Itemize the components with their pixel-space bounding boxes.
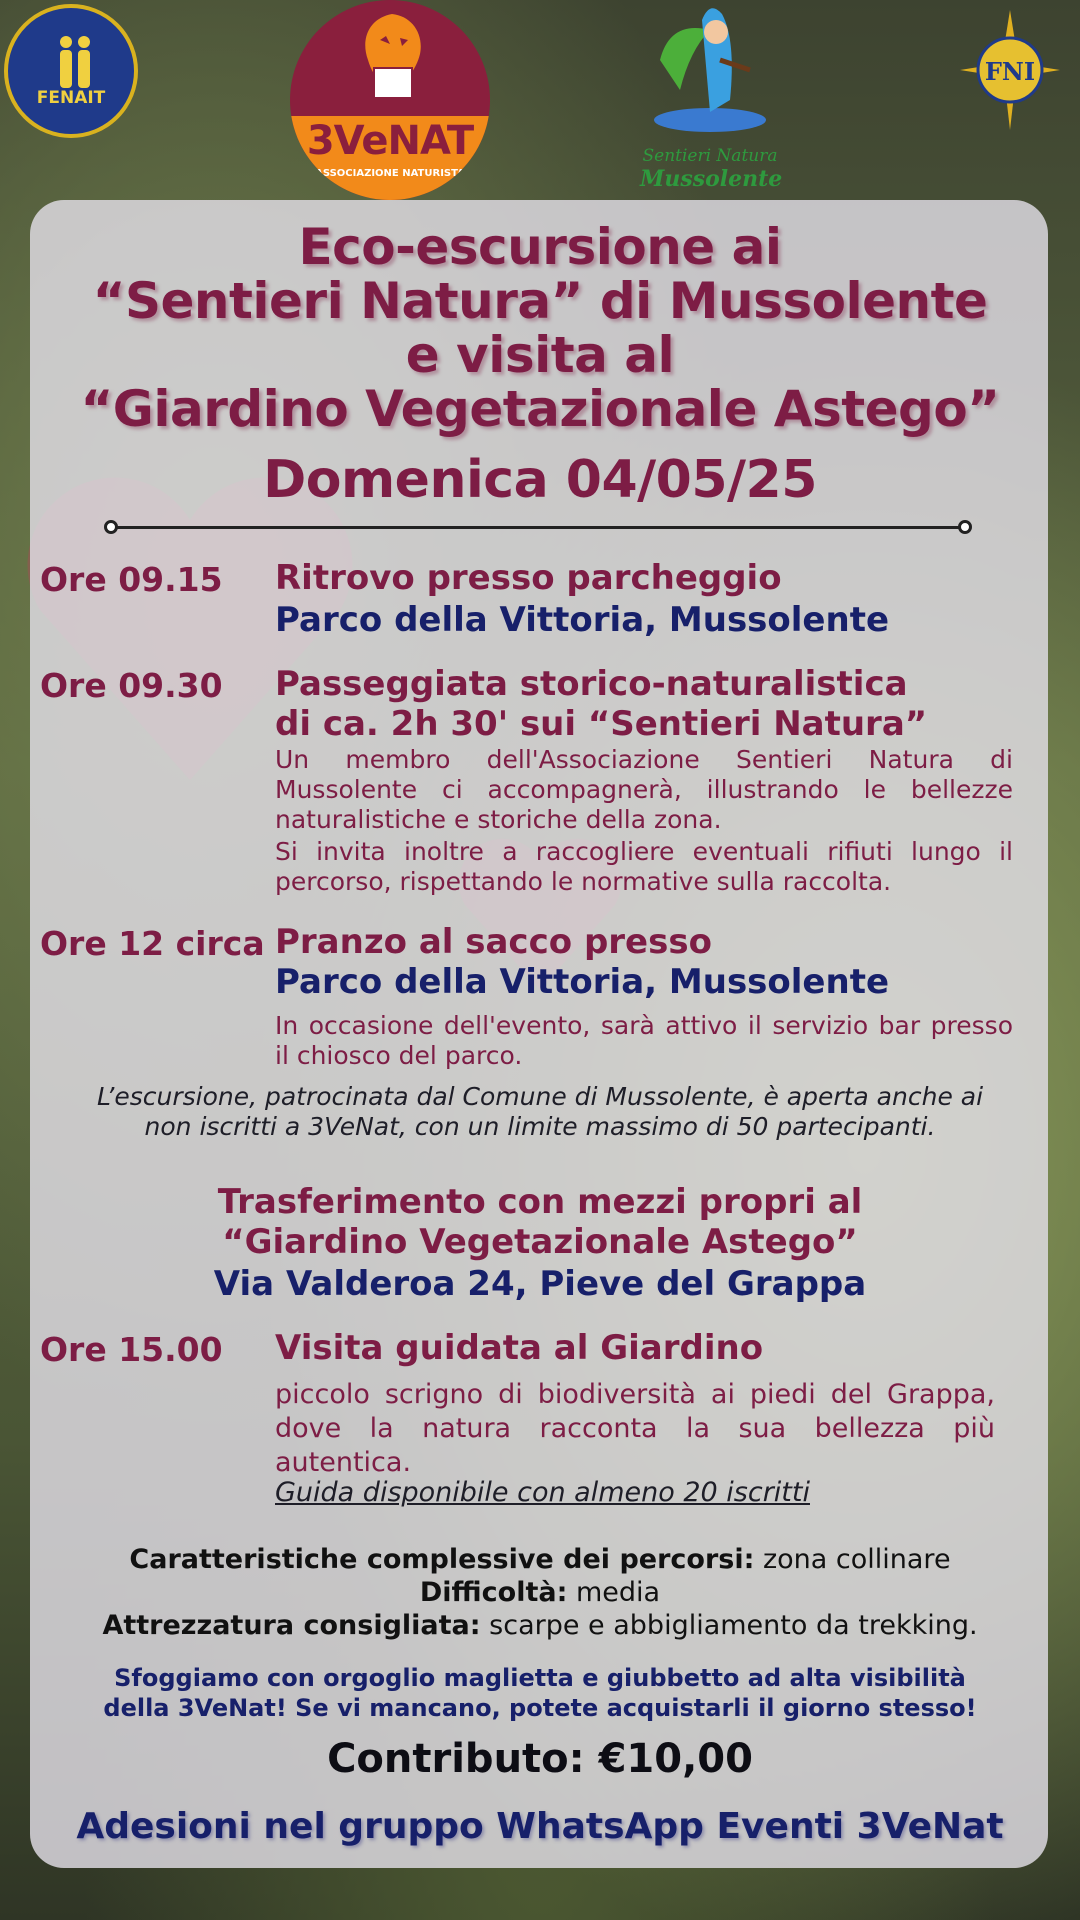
sentieri-logo-line1: Sentieri Natura [642, 146, 778, 166]
3venat-brand: 3VeNAT [306, 118, 474, 164]
schedule-description: piccolo scrigno di biodiversità ai piedi del Grappa, dove la natura racconta la sua bellezza più autentica. [275, 1379, 995, 1478]
divider-endpoint-left [104, 520, 118, 534]
transfer-address: Via Valderoa 24, Pieve del Grappa [213, 1264, 867, 1304]
guide-note: Guida disponibile con almeno 20 iscritti [275, 1477, 810, 1508]
notice-line-2: non iscritti a 3VeNat, con un limite massimo di 50 partecipanti. [144, 1112, 936, 1141]
fenait-logo [4, 4, 138, 138]
details-equipment-label: Attrezzatura consigliata: [102, 1610, 481, 1641]
merch-line-2: della 3VeNat! Se vi mancano, potete acquistarli il giorno stesso! [103, 1694, 977, 1722]
details-difficulty-value: media [567, 1577, 661, 1608]
details-equipment-value: scarpe e abbigliamento da trekking. [480, 1610, 978, 1641]
event-date: Domenica 04/05/25 [263, 450, 817, 510]
details-paths-value: zona collinare [754, 1544, 951, 1575]
schedule-title: Ritrovo presso parcheggio [275, 558, 782, 598]
schedule-time: Ore 09.15 [40, 560, 223, 599]
3venat-logo [290, 0, 490, 200]
schedule-time: Ore 12 circa [40, 924, 265, 963]
schedule-description: In occasione dell'evento, sarà attivo il servizio bar presso il chiosco del parco. [275, 1011, 1013, 1070]
details-difficulty-label: Difficoltà: [419, 1577, 568, 1608]
signup-whatsapp: Adesioni nel gruppo WhatsApp Eventi 3VeNat [76, 1806, 1004, 1847]
fenait-logo-text: FENAIT [36, 88, 106, 108]
title-line-2: “Sentieri Natura” di Mussolente [92, 272, 988, 330]
details-paths [0, 1544, 1080, 1575]
couple-figures-icon [52, 34, 98, 90]
lion-icon [350, 10, 434, 110]
fni-logo-text: FNI [984, 57, 1036, 86]
schedule-title: Pranzo al sacco presso [275, 922, 712, 962]
sentieri-natura-logo [640, 0, 783, 200]
merch-line-1: Sfoggiamo con orgoglio maglietta e giubbetto ad alta visibilità [114, 1664, 966, 1692]
transfer-line-1: Trasferimento con mezzi propri al [217, 1182, 863, 1222]
schedule-subtitle: di ca. 2h 30' sui “Sentieri Natura” [275, 704, 928, 744]
title-line-4: “Giardino Vegetazionale Astego” [80, 380, 1000, 438]
divider-line [112, 526, 970, 529]
fni-compass-logo [960, 10, 1060, 130]
details-paths-label: Caratteristiche complessive dei percorsi: [129, 1544, 755, 1575]
notice-line-1: L’escursione, patrocinata dal Comune di Mussolente, è aperta anche ai [96, 1082, 984, 1111]
3venat-subtitle: ASSOCIAZIONE NATURISTA [315, 168, 465, 179]
schedule-description: Un membro dell'Associazione Sentieri Natura di Mussolente ci accompagnerà, illustrando le bellezze naturalistiche e storiche della zona. [275, 745, 1013, 834]
schedule-title: Passeggiata storico-naturalistica [275, 664, 908, 704]
schedule-location: Parco della Vittoria, Mussolente [275, 600, 890, 640]
details-difficulty [0, 1577, 1080, 1608]
details-equipment [0, 1610, 1080, 1641]
title-line-1: Eco-escursione ai [298, 218, 782, 276]
schedule-title: Visita guidata al Giardino [275, 1328, 764, 1368]
transfer-line-2: “Giardino Vegetazionale Astego” [222, 1222, 858, 1262]
divider-endpoint-right [958, 520, 972, 534]
forest-nymph-icon [640, 0, 780, 140]
schedule-time: Ore 15.00 [40, 1330, 223, 1369]
schedule-time: Ore 09.30 [40, 666, 223, 705]
schedule-description: Si invita inoltre a raccogliere eventuali rifiuti lungo il percorso, rispettando le normative sulla raccolta. [275, 837, 1013, 896]
sentieri-logo-line2: Mussolente [640, 166, 783, 192]
contribution-fee: Contributo: €10,00 [327, 1736, 753, 1782]
title-line-3: e visita al [405, 326, 675, 384]
schedule-location: Parco della Vittoria, Mussolente [275, 962, 890, 1002]
